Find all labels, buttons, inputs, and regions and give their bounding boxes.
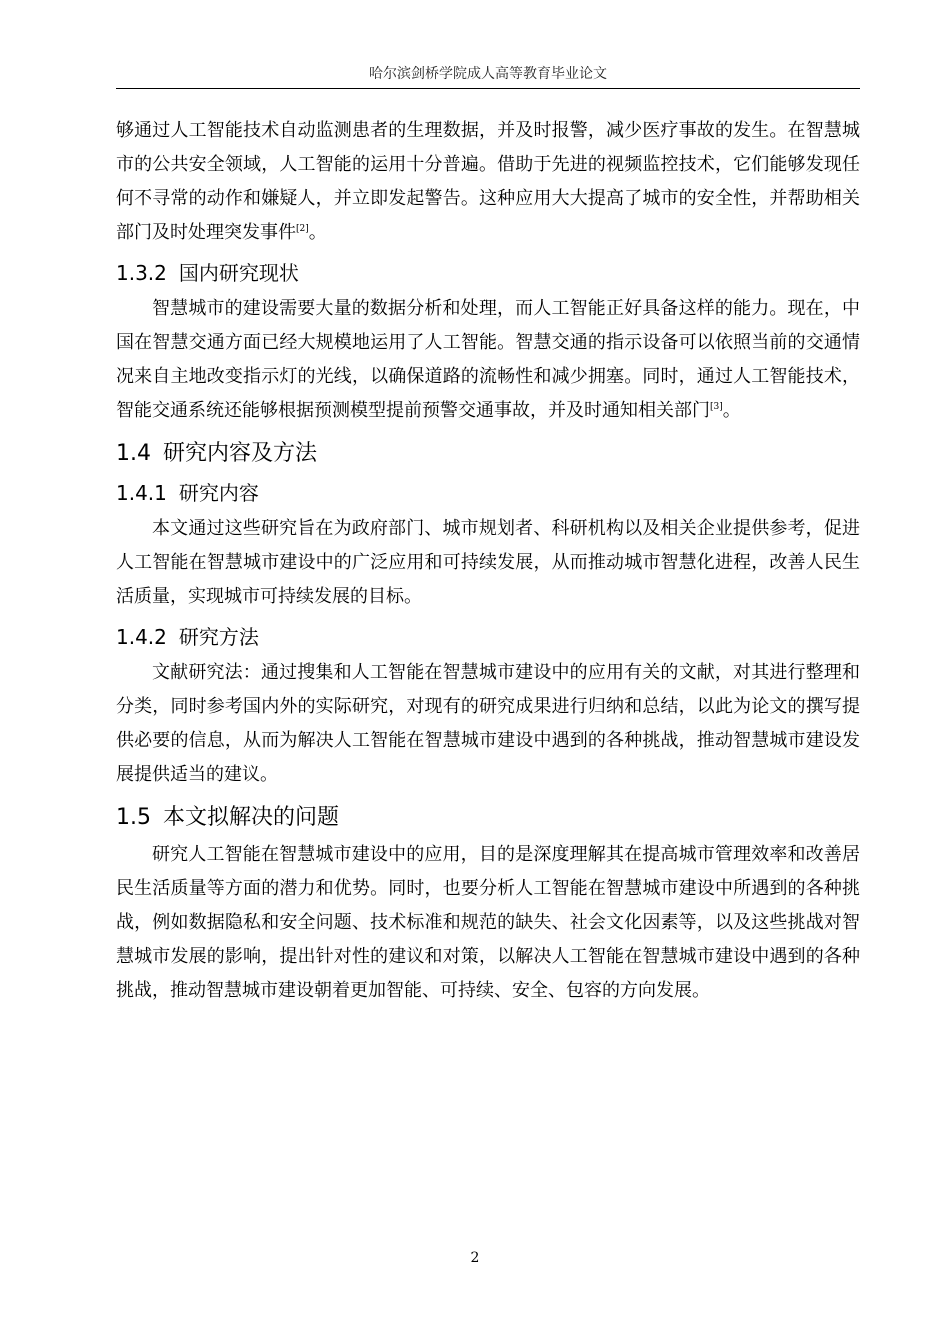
running-header: 哈尔滨剑桥学院成人高等教育毕业论文 — [369, 66, 607, 82]
heading-1-3-2 — [116, 258, 860, 288]
paragraph-text: 够通过人工智能技术自动监测患者的生理数据，并及时报警，减少医疗事故的发生。在智慧城市的公共安全领域，人工智能的运用十分普遍。借助于先进的视频监控技术，它们能够发现任何不寻常的动作和嫌疑人，并立即发起警告。这种应用大大提高了城市的安全性，并帮助相关部门及时处理突发事件 — [116, 120, 860, 243]
citation-ref: [2] — [296, 224, 309, 234]
heading-number: 1.4.2 — [116, 625, 167, 649]
paragraph-text: 智慧城市的建设需要大量的数据分析和处理，而人工智能正好具备这样的能力。现在，中国在智慧交通方面已经大规模地运用了人工智能。智慧交通的指示设备可以依照当前的交通情况来自主地改变指示灯的光线，以确保道路的流畅性和减少拥塞。同时，通过人工智能技术，智能交通系统还能够根据预测模型提前预警交通事故，并及时通知相关部门 — [116, 298, 860, 421]
heading-number: 1.4 — [116, 441, 151, 466]
paragraph-problems: 研究人工智能在智慧城市建设中的应用，目的是深度理解其在提高城市管理效率和改善居民生活质量等方面的潜力和优势。同时，也要分析人工智能在智慧城市建设中所遇到的各种挑战，例如数据隐私和安全问题、技术标准和规范的缺失、社会文化因素等，以及这些挑战对智慧城市发展的影响，提出针对性的建议和对策，以解决人工智能在智慧城市建设中遇到的各种挑战，推动智慧城市建设朝着更加智能、可持续、安全、包容的方向发展。 — [116, 844, 860, 1001]
document-body — [116, 114, 860, 1008]
paragraph-research-method: 文献研究法：通过搜集和人工智能在智慧城市建设中的应用有关的文献，对其进行整理和分类，同时参考国内外的实际研究，对现有的研究成果进行归纳和总结，以此为论文的撰写提供必要的信息，从而为解决人工智能在智慧城市建设中遇到的各种挑战，推动智慧城市建设发展提供适当的建议。 — [116, 662, 860, 785]
header-rule — [116, 88, 860, 89]
paragraph-research-content: 本文通过这些研究旨在为政府部门、城市规划者、科研机构以及相关企业提供参考，促进人工智能在智慧城市建设中的广泛应用和可持续发展，从而推动城市智慧化进程，改善人民生活质量，实现城市可持续发展的目标。 — [116, 518, 860, 607]
heading-1-5 — [116, 802, 860, 834]
heading-1-4-2 — [116, 622, 860, 652]
citation-ref: [3] — [710, 402, 723, 412]
heading-text: 国内研究现状 — [178, 261, 299, 285]
heading-number: 1.4.1 — [116, 481, 167, 505]
heading-text: 研究内容 — [178, 481, 259, 505]
heading-1-4 — [116, 438, 860, 470]
heading-text: 本文拟解决的问题 — [163, 805, 340, 830]
heading-number: 1.3.2 — [116, 261, 167, 285]
heading-number: 1.5 — [116, 805, 151, 830]
paragraph-domestic-status — [116, 292, 860, 428]
heading-text: 研究内容及方法 — [163, 441, 318, 466]
paragraph-public-safety — [116, 114, 860, 250]
heading-1-4-1 — [116, 478, 860, 508]
paragraph-end: 。 — [308, 222, 327, 243]
paragraph-end: 。 — [722, 400, 741, 421]
page-number: 2 — [470, 1250, 480, 1266]
heading-text: 研究方法 — [178, 625, 259, 649]
